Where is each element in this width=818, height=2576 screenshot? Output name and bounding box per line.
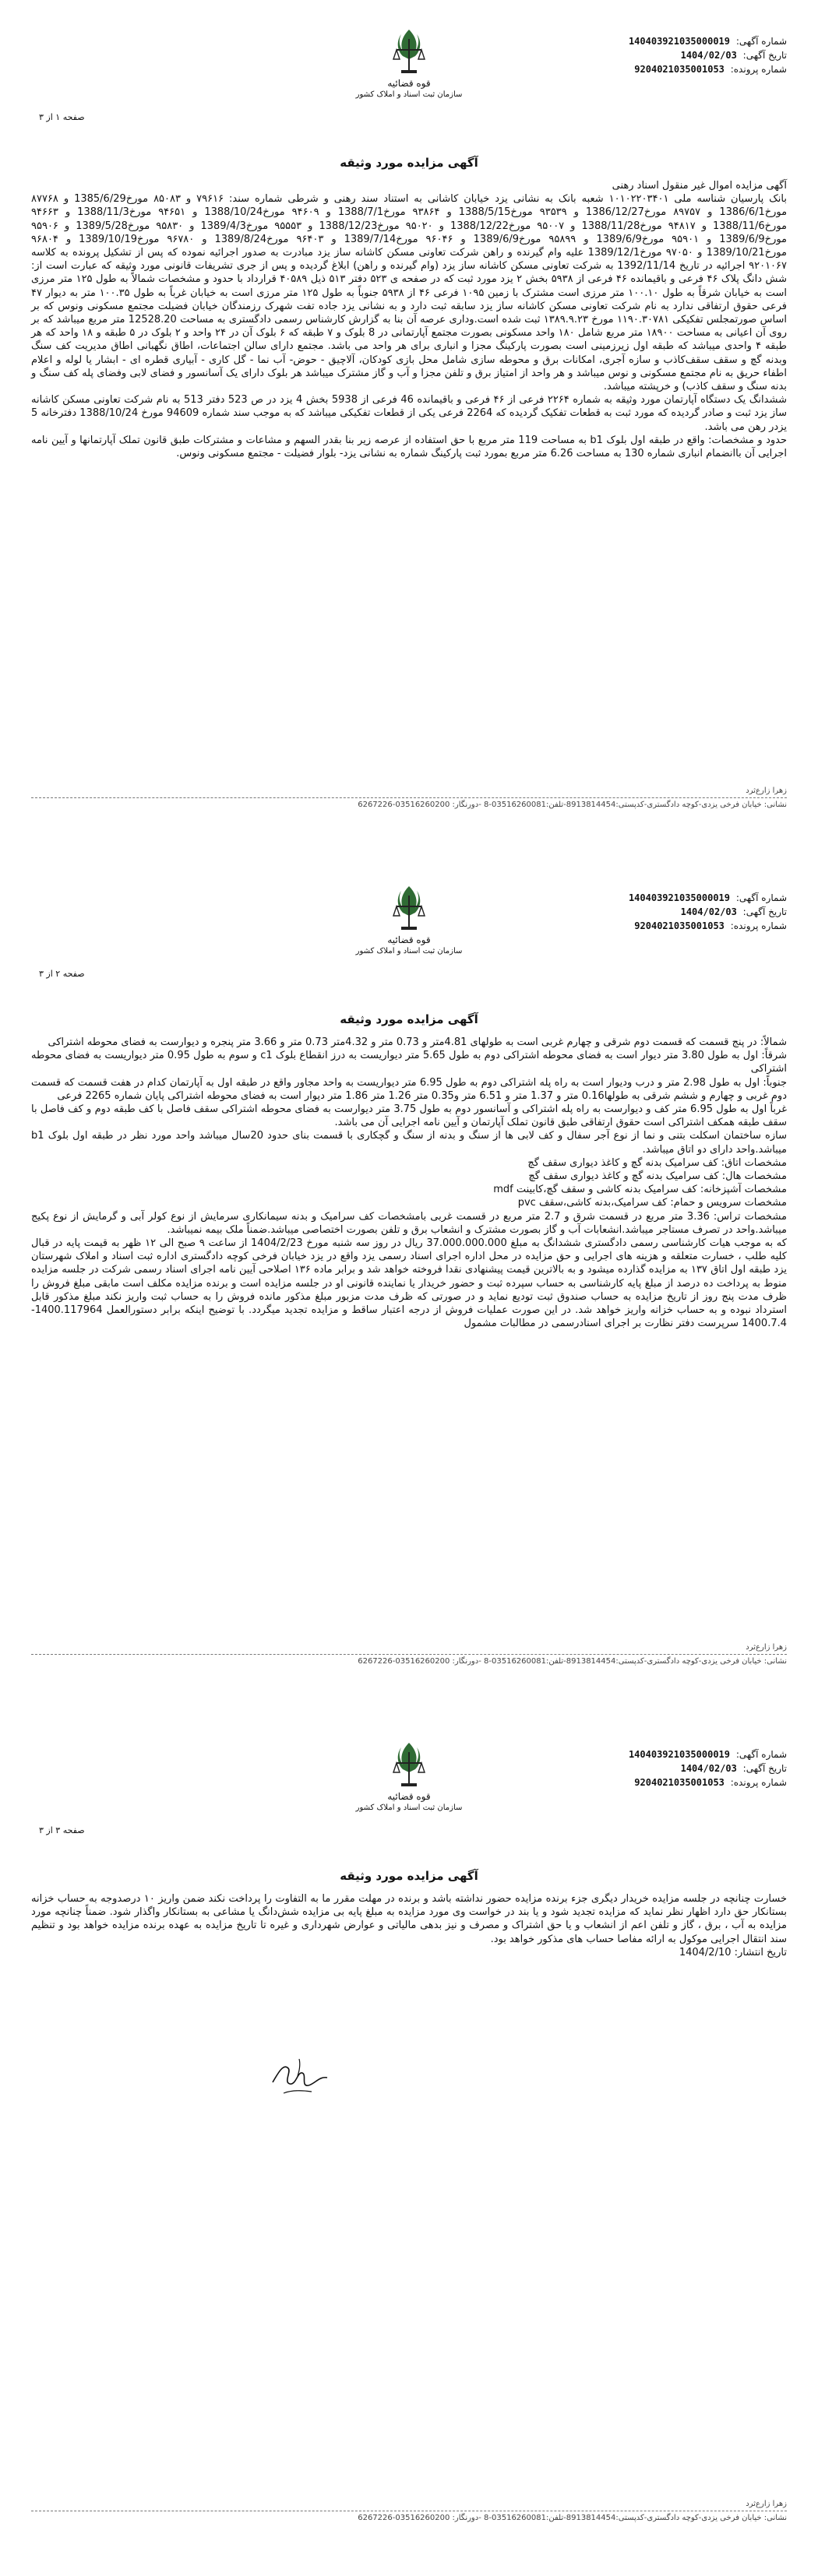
emblem-motto: قوه قضائیه <box>387 78 431 89</box>
scales-of-justice-icon <box>392 1741 426 1789</box>
page-number: صفحه ۳ از ۳ <box>39 1825 85 1835</box>
page-number: صفحه ۱ از ۳ <box>39 112 85 122</box>
body-paragraph: حدود و مشخصات: واقع در طبقه اول بلوک b1 به مساحت 119 متر مربع با حق استفاده از عرصه زیر بنا بقدر السهم و مشاعات و مشترکات طبق قانون تملک آپارتمانها و آیین نامه اجرایی آن باانضمام انباری شماره 130 به مساحت 6.26 متر مربع بمورد ثبت پارکینگ شماره به نشانی یزد- بلوار فضیلت - مجتمع مسکونی ونوس. <box>31 434 787 460</box>
notice-title: آگهی مزایده مورد وثیقه <box>340 1869 478 1883</box>
meta-label: شماره آگهی: <box>735 36 787 47</box>
notice-title: آگهی مزایده مورد وثیقه <box>340 156 478 170</box>
notice-date: 1404/02/03 <box>680 906 737 917</box>
body-paragraph: سازه ساختمان اسکلت بتنی و نما از نوع آجر سفال و کف لابی ها از سنگ و بدنه از سنگ و گچکاری با قسمت بنای حدود 20سال میباشد واحد مورد نظر در طبقه اول بلوک b1 میباشد.واحد دارای دو اتاق میباشد. <box>31 1130 787 1156</box>
signature <box>265 2048 335 2106</box>
organization-name: سازمان ثبت اسناد و املاک کشور <box>355 1804 463 1812</box>
notice-meta <box>530 891 787 933</box>
publish-date: تاریخ انتشار: 1404/2/10 <box>679 1946 787 1958</box>
page-header <box>31 885 787 1001</box>
office-address: نشانی: خیابان فرخی یزدی-کوچه دادگستری-کدپستی:8913814454-تلفن:03516260081-8 -دورنگار: 03516260200-6267226 <box>358 1657 787 1666</box>
body-paragraph: آگهی مزایده اموال غیر منقول اسناد رهنی <box>612 180 787 192</box>
notice-number: 140403921035000019 <box>628 892 730 903</box>
meta-label: تاریخ آگهی: <box>742 906 787 917</box>
body-paragraph: مشخصات تراس: 3.36 متر مربع در قسمت شرق و 2.7 متر مربع در قسمت غربی بامشخصات کف سرامیک و بدنه سیمانکاری سرمایش از نوع کولر آبی و گرمایش از نوع پکیج میباشد.واحد در تصرف مستاجر میباشد.انشعابات آب و گاز بصورت مشترک و انشعاب برق و تلفن بصورت اختصاصی میباشد.ضمناً ملک بیمه نمیباشد. <box>31 1210 788 1236</box>
notice-body <box>31 1036 787 1330</box>
approver-name: زهرا زارع‌ثرد <box>746 787 787 795</box>
page-header <box>31 1741 787 1858</box>
scales-of-justice-icon <box>392 885 426 933</box>
emblem-motto: قوه قضائیه <box>387 934 431 945</box>
judiciary-emblem <box>354 28 464 99</box>
body-paragraph: شرقاً: اول به طول 3.80 متر دیوار است به فضای محوطه اشتراکی دوم به طول 5.65 متر دیواریست به درز انقطاع بلوک c1 و سوم به طول 0.95 متر دیواریست به فضای محوطه اشتراکی <box>31 1050 788 1075</box>
organization-name: سازمان ثبت اسناد و املاک کشور <box>355 90 463 99</box>
body-paragraph: مشخصات آشپزخانه: کف سرامیک بدنه کاشی و سقف گچ،کابینت mdf <box>493 1184 787 1196</box>
body-paragraph: مشخصات سرویس و حمام: کف سرامیک،بدنه کاشی،سقف pvc <box>517 1197 787 1209</box>
page-number: صفحه ۲ از ۳ <box>39 969 85 979</box>
body-paragraph: مشخصات اتاق: کف سرامیک بدنه گچ و کاغذ دیواری سقف گچ <box>527 1156 787 1169</box>
body-paragraph: مشخصات هال: کف سرامیک بدنه گچ و کاغذ دیواری سقف گچ <box>528 1170 787 1183</box>
case-number: 9204021035001053 <box>634 1777 725 1788</box>
body-paragraph: ششدانگ یک دستگاه آپارتمان مورد وثیقه به شماره ۲۲۶۴ فرعی از ۴۶ فرعی و باقیمانده 46 فرعی از 5938 بخش 4 یزد در ص 523 دفتر 513 به نام شرکت تعاونی مسکن کاشانه ساز یزد ثبت و صادر گردیده که مورد ثبت به قطعات تفکیک گردیده که 2264 فرعی یکی از قطعات تفکیکی میباشد که به موجب سند شماره 94609 مورخ 1388/10/24 دفترخانه 5 یزدر رهن می باشد. <box>31 394 788 433</box>
meta-label: شماره آگهی: <box>735 1749 787 1760</box>
body-paragraph: خسارت چنانچه در جلسه مزایده خریدار دیگری جزء برنده مزایده حضور نداشته باشد و برنده در مهلت مقرر ما به التفاوت را پرداخت نکند ضمن واریز ۱۰ درصدوجه به حساب خزانه بستانکار حق دارد اظهار نظر نماید که مزایده تجدید شود و یا بند در خواست وی مورد مزایده به مبلغ پایه بی مزایده شش‌دانگ یا مشاعی به بستانکار واگذار شود. ضمناً چنانچه مورد مزایده به آب ، برق ، گاز و تلفن اعم از انشعاب و یا حق اشتراک و مصرف و نیز بدهی مالیاتی و عوارض شهرداری و غیره تا تاریخ مزایده به عهده برنده مزایده خواهد بود و تنظیم سند انتقال اجرایی موکول به ارائه مفاصا حساب های مذکور خواهد بود. <box>31 1893 787 1945</box>
body-paragraph: جنوباً: اول به طول 2.98 متر و درب ودیوار است به راه پله اشتراکی دوم به طول 6.95 متر دیواریست به واحد مجاور واقع در طبقه اول به آپارتمان کدام در هفت قسمت که قسمت دوم غربی و چهارم و ششم شرقی به طولها0.16 متر و 1.37 متر و 6.51 متر و0.35 متر 1.26 متر 1.86 متر دیوار است به فضای محوطه اشتراکی پایان شماره 2265 فرعی <box>31 1076 788 1102</box>
judiciary-emblem <box>354 1741 464 1812</box>
notice-date: 1404/02/03 <box>680 50 737 61</box>
notice-date: 1404/02/03 <box>680 1763 737 1774</box>
body-paragraph: شمالاً: در پنج قسمت که قسمت دوم شرقی و چهارم غربی است به طولهای 4.81متر و 0.73 متر و 4.32متر 0.73 متر و 3.66 متر پنجره و دیوارست به فضای محوطه اشتراکی <box>48 1036 787 1048</box>
notice-body <box>31 1892 787 1959</box>
notice-meta <box>530 34 787 76</box>
approver-name: زهرا زارع‌ثرد <box>746 2500 787 2508</box>
body-paragraph: بانک پارسیان شناسه ملی ۱۰۱۰۲۲۰۳۴۰۱ شعبه بانک به نشانی یزد خیابان کاشانی به استناد سند رهنی و شرطی شماره سند: ۷۹۶۱۶ و ۸۵۰۸۳ مورخ1385/6/29 و ۸۷۷۶۸ مورخ1386/6/1 و ۸۹۷۵۷ مورخ1386/12/27 و ۹۳۵۳۹ مورخ1388/5/15 و ۹۳۸۶۴ مورخ1388/7/1 و ۹۴۶۰۹ مورخ1388/10/24 و ۹۴۶۵۱ مورخ1388/11/3 و ۹۴۶۶۳ مورخ1388/11/6 و ۹۴۸۱۷ مورخ1388/11/28 و ۹۵۰۰۷ مورخ1388/12/22 و ۹۵۰۲۰ مورخ1388/12/23 و ۹۵۵۵۳ مورخ1389/4/3 و ۹۵۸۳۰ مورخ1389/5/28 و ۹۵۹۰۶ مورخ1389/6/9 و ۹۵۹۰۱ مورخ1389/6/9 و ۹۵۸۹۹ مورخ1389/6/9 و ۹۶۰۴۶ مورخ1389/7/14 و ۹۶۴۰۳ مورخ1389/8/24 و ۹۶۷۸۰ مورخ1389/10/19 و ۹۶۸۰۴ مورخ1389/10/21 و ۹۷۰۵۰ مورخ1389/12/1 علیه وام گیرنده و راهن شرکت تعاونی مسکن کاشانه ساز یزد مبادرت به صدور اجرائیه نموده که پس از تشکیل پرونده به کلاسه ۹۲۰۱۰۶۷ اجرائیه در تاریخ 1392/11/14 به شرکت تعاونی مسکن کاشانه ساز یزد (وام گیرنده و راهن) ابلاغ گردیده و پس از جری تشریفات قانونی مورد وثیقه که عبارت است از: شش دانگ پلاک ۴۶ فرعی و باقیمانده ۴۶ فرعی از ۵۹۳۸ بخش ۲ یزد مورد ثبت که در صفحه ی ۵۲۳ دفتر ۵۱۳ ذیل ۴۰۵۸۹ قرارداد با حدود و مشخصات شمالاً به طول ۱۲۵ متر مرزی است به خیابان شرقاً به طول ۱۰۰.۱۰ متر مرزی است مشترک با زمین ۱۰۹۵ فرعی ۴۶ از ۵۹۳۸ جنوباً به طول ۱۲۵ متر مرزی است به خیابان غرباً به طول ۱۰۰.۳۵ متر به دیوار ۴۷ فرعی حقوق ارتفاقی ندارد به نام شرکت تعاونی مسکن کاشانه ساز یزد سابقه ثبت دارد و به نشانی یزد جاده تفت شهرک رزمندگان خیابان فضیلت مجتمع مسکونی ونوس که بر اساس صورتمجلس تفکیکی ۱۱۹۰.۳۰۷۸۱ مورخ ۱۳۸۹.۹.۲۳ ثبت شده است.وداری عرصه آن بنا به گزارش کارشناس رسمی دادگستری به مساحت 12528.20 متر مربع میباشد که بر روی آن اعیانی به مساحت ۱۸۹۰۰ متر مربع شامل ۱۸۰ واحد مسکونی بصورت مجتمع آپارتمانی در 8 بلوک و ۷ طبقه که ۶ بلوک آن در ۲۴ واحد و ۲ بلوک در ۵ طبقه و ۱۸ واحد که هر طبقه ۴ واحدی میباشد که طبقه اول زیرزمینی است بصورت پارکینگ مجزا و انباری برای هر واحد می باشد. مجتمع دارای سالن اجتماعات، اطاق نگهبانی اطاق مدیریت کف سنگ وبدنه گچ و سقف سقف‌کاذب و سازه آجری، امکانات برق و محوطه سازی شامل محل بازی کودکان، آلاچیق - حوض- آب نما - گل کاری - آبیاری قطره ای - ابشار یا لوله و اعلام اطفاء حریق به نام مجتمع مسکونی و نوس میباشد و هر واحد از امتیاز برق و تلفن مجزا و آب و گاز مشترک میباشد هر بلوک دارای یک آسانسور و فضای لابی وفضای پله کف سنگ و بدنه سنگ و سقف کاذب) و خرپشته میباشد. <box>31 193 788 393</box>
case-number: 9204021035001053 <box>634 920 725 931</box>
notice-body <box>31 179 787 460</box>
page-footer <box>31 787 787 809</box>
judiciary-emblem <box>354 885 464 955</box>
office-address: نشانی: خیابان فرخی یزدی-کوچه دادگستری-کدپستی:8913814454-تلفن:03516260081-8 -دورنگار: 03516260200-6267226 <box>358 2514 787 2522</box>
notice-meta <box>530 1747 787 1789</box>
office-address: نشانی: خیابان فرخی یزدی-کوچه دادگستری-کدپستی:8913814454-تلفن:03516260081-8 -دورنگار: 03516260200-6267226 <box>358 801 787 809</box>
meta-label: تاریخ آگهی: <box>742 1763 787 1774</box>
scales-of-justice-icon <box>392 28 426 76</box>
meta-label: شماره پرونده: <box>730 1777 787 1788</box>
meta-label: تاریخ آگهی: <box>742 50 787 61</box>
body-paragraph: غرباً اول به طول 6.95 متر کف و دیوارست به راه پله اشتراکی و آسانسور دوم به طول 3.75 متر دیوارست به فضای محوطه اشتراکی سقف فاصل با کف طبقه دوم و کف فاصل با سقف طبقه همکف اشتراکی است حقوق ارتفاقی طبق قانون تملک آپارتمان و آیین نامه اجرایی آن می باشد. <box>31 1103 787 1129</box>
approver-name: زهرا زارع‌ثرد <box>746 1643 787 1652</box>
page-footer <box>31 2500 787 2522</box>
body-paragraph: که به موجب هیات کارشناسی رسمی دادگستری ششدانگ به مبلغ 37.000.000.000 ریال در روز سه شنبه مورخ 1404/2/23 از ساعت ۹ صبح الی ۱۲ ظهر به قیمت پایه در قبال کلیه طلب ، خسارت متعلقه و هزینه های اجرایی و حق مزایده در محل اداره اجرای اسناد رسمی یزد واقع در یزد خیابان فرخی کوچه دادگستری اداره ثبت اسناد و املاک شهرستان یزد طبقه اول اتاق ۱۳۷ به مزایده گذارده میشود و به بالاترین قیمت پیشنهادی نقدا فروخته خواهد شد و برابر ماده ۱۳۶ اصلاحی آیین نامه اجرای اسناد رسمی شرکت در جلسه مزایده منوط به پرداخت ده درصد از مبلغ پایه کارشناسی به حساب سپرده ثبت و حضور خریدار یا نماینده قانونی او در جلسه مزایده است و برنده مزایده مکلف است مابقی مبلغ فروش را ظرف مدت پنج روز از تاریخ مزایده به حساب صندوق ثبت تودیع نماید و در صورتی که ظرف مدت مزبور مبلغ مذکور مانده فروش را به حساب ثبت واریز نکند مبلغ مذکور قابل استرداد نبوده و به حساب خزانه واریز خواهد شد. در این صورت عملیات فروش از درجه اعتبار ساقط و مزایده تجدید میگردد. با توضیح اینکه برابر دستورالعمل 1400.117964-1400.7.4 سرپرست دفتر نظارت بر اجرای اسنادرسمی در مطالبات مشمول <box>31 1237 788 1330</box>
case-number: 9204021035001053 <box>634 64 725 75</box>
organization-name: سازمان ثبت اسناد و املاک کشور <box>355 947 463 955</box>
notice-number: 140403921035000019 <box>628 36 730 47</box>
emblem-motto: قوه قضائیه <box>387 1791 431 1802</box>
meta-label: شماره پرونده: <box>730 920 787 931</box>
page-3 <box>0 1713 818 2570</box>
meta-label: شماره پرونده: <box>730 64 787 75</box>
page-header <box>31 28 787 145</box>
notice-number: 140403921035000019 <box>628 1749 730 1760</box>
page-2 <box>0 857 818 1713</box>
page-footer <box>31 1643 787 1666</box>
signature-icon <box>265 2048 335 2103</box>
notice-title: آگهی مزایده مورد وثیقه <box>340 1012 478 1026</box>
meta-label: شماره آگهی: <box>735 892 787 903</box>
page-1 <box>0 0 818 857</box>
